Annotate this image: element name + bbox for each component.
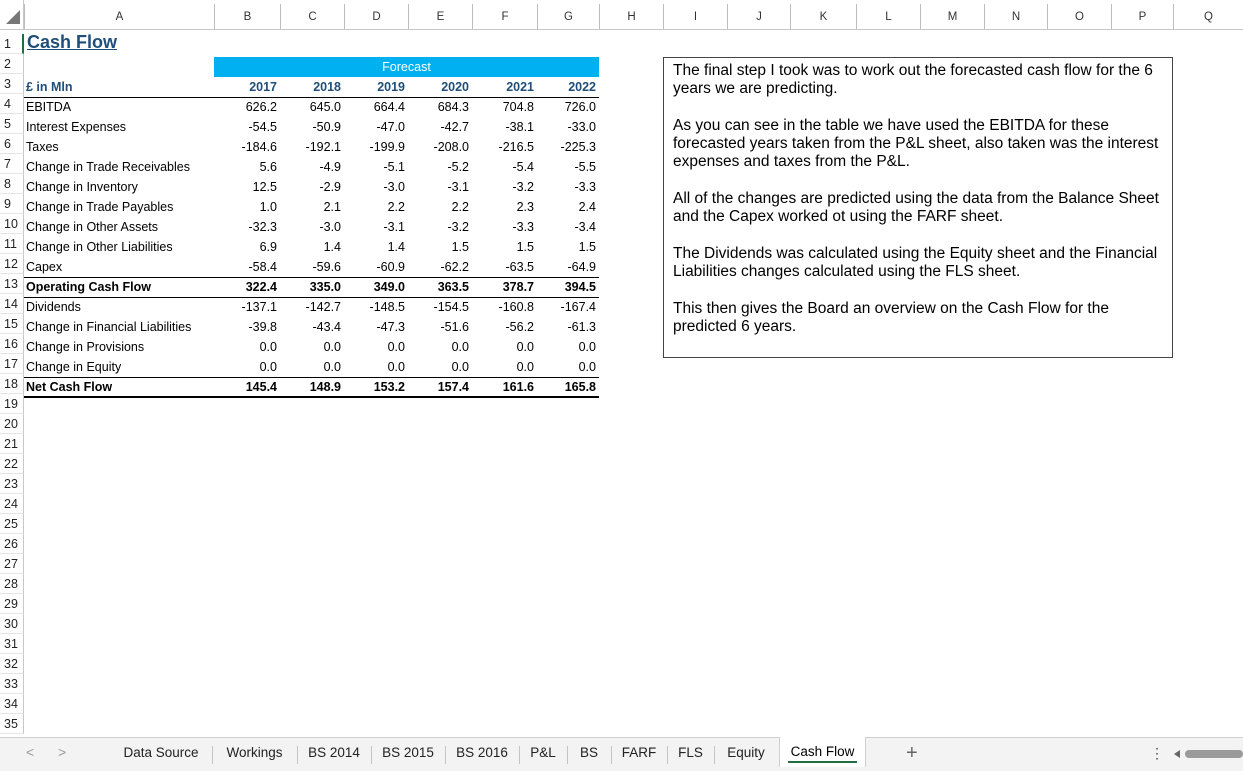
column-header-a[interactable]: A <box>24 4 214 30</box>
column-header-q[interactable]: Q <box>1173 4 1243 30</box>
operating-cf-topline <box>24 277 599 278</box>
row-header-20[interactable]: 20 <box>0 414 24 434</box>
value-cell[interactable]: 1.4 <box>323 240 341 254</box>
sheet-title: Cash Flow <box>27 32 118 52</box>
value-cell[interactable]: -39.8 <box>248 320 277 334</box>
sheet-tab-workings[interactable] <box>213 738 296 768</box>
value-cell[interactable]: -33.0 <box>567 120 596 134</box>
notes-textbox[interactable] <box>663 57 1173 358</box>
value-cell[interactable]: -160.8 <box>498 300 534 314</box>
year-header: 2017 <box>249 80 277 94</box>
value-cell[interactable]: -5.5 <box>574 160 596 174</box>
value-cell[interactable]: 726.0 <box>564 100 596 114</box>
column-header-e[interactable]: E <box>408 4 472 30</box>
column-header-o[interactable]: O <box>1047 4 1111 30</box>
row-header-22[interactable]: 22 <box>0 454 24 474</box>
column-header-c[interactable]: C <box>280 4 344 30</box>
row-label: Change in Trade Payables <box>26 200 174 214</box>
value-cell[interactable]: -208.0 <box>433 140 469 154</box>
value-cell[interactable]: 2.2 <box>387 200 405 214</box>
header-underline <box>24 97 599 98</box>
sheet-tab-fls[interactable] <box>668 738 713 768</box>
row-header-32[interactable]: 32 <box>0 654 24 674</box>
row-header-26[interactable]: 26 <box>0 534 24 554</box>
row-header-24[interactable]: 24 <box>0 494 24 514</box>
value-cell[interactable]: 0.0 <box>387 360 405 374</box>
value-cell[interactable]: -3.3 <box>512 220 534 234</box>
sheet-tab-bs-2016[interactable] <box>446 738 518 768</box>
value-cell[interactable]: -5.1 <box>383 160 405 174</box>
value-cell[interactable]: 1.5 <box>578 240 596 254</box>
sheet-tab-cash-flow[interactable] <box>779 737 866 767</box>
column-header-i[interactable]: I <box>663 4 727 30</box>
value-cell[interactable]: 0.0 <box>451 340 469 354</box>
scroll-tabs-left-icon[interactable]: < <box>26 744 35 760</box>
column-header-k[interactable]: K <box>790 4 856 30</box>
row-label: Taxes <box>26 140 59 154</box>
value-cell[interactable]: -47.0 <box>376 120 405 134</box>
row-label: Interest Expenses <box>26 120 127 134</box>
value-cell[interactable]: 12.5 <box>252 180 277 194</box>
value-cell[interactable]: -142.7 <box>305 300 341 314</box>
row-header-29[interactable]: 29 <box>0 594 24 614</box>
row-label: Change in Other Assets <box>26 220 159 234</box>
row-label: Operating Cash Flow <box>26 280 152 294</box>
value-cell[interactable]: 0.0 <box>578 360 596 374</box>
active-tab-underline <box>788 761 857 763</box>
value-cell[interactable]: 6.9 <box>259 240 277 254</box>
row-header-21[interactable]: 21 <box>0 434 24 454</box>
sheet-tab-equity[interactable] <box>715 738 777 768</box>
value-cell[interactable]: 1.5 <box>516 240 534 254</box>
column-header-b[interactable]: B <box>214 4 280 30</box>
value-cell[interactable]: 645.0 <box>309 100 341 114</box>
value-cell[interactable]: 2.2 <box>451 200 469 214</box>
row-header-11[interactable]: 11 <box>0 234 24 254</box>
value-cell[interactable]: -50.9 <box>312 120 341 134</box>
value-cell[interactable]: 1.0 <box>259 200 277 214</box>
column-header-f[interactable]: F <box>472 4 537 30</box>
column-header-h[interactable]: H <box>599 4 663 30</box>
column-header-bar <box>0 0 1243 30</box>
row-header-12[interactable]: 12 <box>0 254 24 274</box>
row-header-23[interactable]: 23 <box>0 474 24 494</box>
notes-paragraph: As you can see in the table we have used the EBITDA for these forecasted years taken from the P&L sheet, also taken was the interest expenses and taxes from the P&L. <box>673 117 1159 170</box>
value-cell[interactable]: 0.0 <box>516 340 534 354</box>
select-all-corner[interactable] <box>0 0 24 30</box>
select-all-triangle-icon <box>6 10 20 24</box>
value-cell[interactable]: -38.1 <box>505 120 534 134</box>
row-header-9[interactable]: 9 <box>0 194 24 214</box>
row-label: Change in Financial Liabilities <box>26 320 192 334</box>
value-cell[interactable]: 363.5 <box>437 280 469 294</box>
value-cell[interactable]: 0.0 <box>516 360 534 374</box>
year-header: 2018 <box>313 80 341 94</box>
notes-paragraph: The final step I took was to work out the forecasted cash flow for the 6 years we are predicting. <box>673 62 1153 97</box>
value-cell[interactable]: 2.1 <box>323 200 341 214</box>
forecast-header-band: Forecast <box>214 57 599 77</box>
sheet-tab-label: Workings <box>226 745 283 760</box>
row-header-13[interactable]: 13 <box>0 274 24 294</box>
value-cell[interactable]: -216.5 <box>498 140 534 154</box>
value-cell[interactable]: -3.1 <box>447 180 469 194</box>
row-header-30[interactable]: 30 <box>0 614 24 634</box>
row-header-1[interactable]: 1 <box>0 34 24 54</box>
value-cell[interactable]: -137.1 <box>241 300 277 314</box>
sheet-tab-bs[interactable] <box>568 738 610 768</box>
row-label: Change in Trade Receivables <box>26 160 190 174</box>
value-cell[interactable]: -3.4 <box>574 220 596 234</box>
column-header-j[interactable]: J <box>727 4 790 30</box>
row-label: Net Cash Flow <box>26 380 113 394</box>
net-cf-bottomline <box>24 396 599 398</box>
sheet-tab-bs-2015[interactable] <box>372 738 444 768</box>
value-cell[interactable]: 394.5 <box>564 280 596 294</box>
value-cell[interactable]: -47.3 <box>376 320 405 334</box>
value-cell[interactable]: -5.4 <box>512 160 534 174</box>
year-header: 2022 <box>568 80 596 94</box>
value-cell[interactable]: -3.0 <box>319 220 341 234</box>
sheet-tab-farf[interactable] <box>612 738 666 768</box>
sheet-tab-label: FARF <box>621 745 657 760</box>
row-header-6[interactable]: 6 <box>0 134 24 154</box>
value-cell[interactable]: -56.2 <box>505 320 534 334</box>
scroll-tabs-right-icon[interactable]: > <box>58 744 67 760</box>
row-header-3[interactable]: 3 <box>0 74 24 94</box>
column-header-d[interactable]: D <box>344 4 408 30</box>
value-cell[interactable]: -62.2 <box>440 260 469 274</box>
row-header-19[interactable]: 19 <box>0 394 24 414</box>
value-cell[interactable]: 2.3 <box>516 200 534 214</box>
value-cell[interactable]: -2.9 <box>319 180 341 194</box>
year-header: 2019 <box>377 80 405 94</box>
row-label: Capex <box>26 260 63 274</box>
row-label: Change in Equity <box>26 360 122 374</box>
value-cell[interactable]: 0.0 <box>323 340 341 354</box>
row-header-15[interactable]: 15 <box>0 314 24 334</box>
value-cell[interactable]: -32.3 <box>248 220 277 234</box>
value-cell[interactable]: -184.6 <box>241 140 277 154</box>
value-cell[interactable]: 165.8 <box>564 380 596 394</box>
row-label: Change in Provisions <box>26 340 145 354</box>
sheet-tab-bs-2014[interactable] <box>298 738 370 768</box>
operating-cf-bottomline <box>24 297 599 298</box>
value-cell[interactable]: 0.0 <box>578 340 596 354</box>
value-cell[interactable]: 0.0 <box>387 340 405 354</box>
value-cell[interactable]: -3.2 <box>512 180 534 194</box>
row-header-2[interactable]: 2 <box>0 54 24 74</box>
row-header-27[interactable]: 27 <box>0 554 24 574</box>
row-label: Change in Inventory <box>26 180 138 194</box>
value-cell[interactable]: -63.5 <box>505 260 534 274</box>
sheet-tab-bar <box>0 737 1243 771</box>
value-cell[interactable]: -3.3 <box>574 180 596 194</box>
row-header-16[interactable]: 16 <box>0 334 24 354</box>
value-cell[interactable]: -42.7 <box>440 120 469 134</box>
value-cell[interactable]: -225.3 <box>560 140 596 154</box>
row-header-10[interactable]: 10 <box>0 214 24 234</box>
value-cell[interactable]: 335.0 <box>309 280 341 294</box>
column-header-m[interactable]: M <box>920 4 984 30</box>
column-header-g[interactable]: G <box>537 4 599 30</box>
row-header-14[interactable]: 14 <box>0 294 24 314</box>
row-header-34[interactable]: 34 <box>0 694 24 714</box>
value-cell[interactable]: -43.4 <box>312 320 341 334</box>
value-cell[interactable]: 153.2 <box>373 380 405 394</box>
units-label: £ in Mln <box>26 80 73 94</box>
value-cell[interactable]: -60.9 <box>376 260 405 274</box>
row-header-28[interactable]: 28 <box>0 574 24 594</box>
column-header-n[interactable]: N <box>984 4 1047 30</box>
notes-paragraph: All of the changes are predicted using the data from the Balance Sheet and the Capex worked ot using the FARF sheet. <box>673 190 1159 225</box>
value-cell[interactable]: 145.4 <box>245 380 277 394</box>
row-label: Change in Other Liabilities <box>26 240 173 254</box>
value-cell[interactable]: -54.5 <box>248 120 277 134</box>
value-cell[interactable]: 378.7 <box>502 280 534 294</box>
notes-paragraph: The Dividends was calculated using the Equity sheet and the Financial Liabilities changes calculated using the FLS sheet. <box>673 245 1158 280</box>
value-cell[interactable]: 349.0 <box>373 280 405 294</box>
value-cell[interactable]: -3.2 <box>447 220 469 234</box>
value-cell[interactable]: 0.0 <box>259 360 277 374</box>
column-header-p[interactable]: P <box>1111 4 1173 30</box>
value-cell[interactable]: 157.4 <box>437 380 469 394</box>
value-cell[interactable]: -61.3 <box>567 320 596 334</box>
value-cell[interactable]: 664.4 <box>373 100 405 114</box>
value-cell[interactable]: -3.1 <box>383 220 405 234</box>
sheet-tab-data-source[interactable] <box>111 738 211 768</box>
value-cell[interactable]: -5.2 <box>447 160 469 174</box>
value-cell[interactable]: 1.5 <box>451 240 469 254</box>
notes-paragraph: This then gives the Board an overview on the Cash Flow for the predicted 6 years. <box>673 300 1109 335</box>
sheet-tab-label: Equity <box>727 745 765 760</box>
horizontal-scrollbar[interactable] <box>1172 748 1243 760</box>
value-cell[interactable]: -51.6 <box>440 320 469 334</box>
value-cell[interactable]: 5.6 <box>259 160 277 174</box>
value-cell[interactable]: -154.5 <box>433 300 469 314</box>
value-cell[interactable]: 704.8 <box>502 100 534 114</box>
value-cell[interactable]: 0.0 <box>323 360 341 374</box>
value-cell[interactable]: -167.4 <box>560 300 596 314</box>
year-header: 2020 <box>441 80 469 94</box>
sheet-tab-label: Cash Flow <box>790 744 855 759</box>
row-label: EBITDA <box>26 100 72 114</box>
sheet-tab-label: BS 2014 <box>308 745 360 760</box>
value-cell[interactable]: 0.0 <box>451 360 469 374</box>
add-sheet-icon[interactable]: + <box>906 742 918 764</box>
value-cell[interactable]: -4.9 <box>319 160 341 174</box>
value-cell[interactable]: -192.1 <box>305 140 341 154</box>
value-cell[interactable]: -59.6 <box>312 260 341 274</box>
net-cf-topline <box>24 377 599 378</box>
value-cell[interactable]: -58.4 <box>248 260 277 274</box>
value-cell[interactable]: 2.4 <box>578 200 596 214</box>
value-cell[interactable]: -3.0 <box>383 180 405 194</box>
row-header-31[interactable]: 31 <box>0 634 24 654</box>
sheet-tab-label: Data Source <box>123 745 199 760</box>
sheet-tab-label: P&L <box>530 745 556 760</box>
row-header-35[interactable]: 35 <box>0 714 24 734</box>
value-cell[interactable]: 684.3 <box>437 100 469 114</box>
value-cell[interactable]: -148.5 <box>369 300 405 314</box>
value-cell[interactable]: -199.9 <box>369 140 405 154</box>
row-header-8[interactable]: 8 <box>0 174 24 194</box>
row-header-18[interactable]: 18 <box>0 374 24 394</box>
sheet-tab-label: FLS <box>678 745 703 760</box>
sheet-tab-p-l[interactable] <box>520 738 566 768</box>
value-cell[interactable]: 161.6 <box>502 380 534 394</box>
row-header-5[interactable]: 5 <box>0 114 24 134</box>
row-header-4[interactable]: 4 <box>0 94 24 114</box>
value-cell[interactable]: 1.4 <box>387 240 405 254</box>
row-label: Dividends <box>26 300 81 314</box>
value-cell[interactable]: 626.2 <box>245 100 277 114</box>
year-header: 2021 <box>506 80 534 94</box>
sheet-tab-label: BS 2016 <box>456 745 508 760</box>
sheet-tab-label: BS 2015 <box>382 745 434 760</box>
row-header-33[interactable]: 33 <box>0 674 24 694</box>
row-header-17[interactable]: 17 <box>0 354 24 374</box>
value-cell[interactable]: -64.9 <box>567 260 596 274</box>
sheet-tab-label: BS <box>579 745 598 760</box>
row-header-25[interactable]: 25 <box>0 514 24 534</box>
value-cell[interactable]: 0.0 <box>259 340 277 354</box>
more-options-icon[interactable]: ⋮ <box>1150 745 1164 761</box>
value-cell[interactable]: 322.4 <box>245 280 277 294</box>
value-cell[interactable]: 148.9 <box>309 380 341 394</box>
column-header-l[interactable]: L <box>856 4 920 30</box>
row-header-7[interactable]: 7 <box>0 154 24 174</box>
